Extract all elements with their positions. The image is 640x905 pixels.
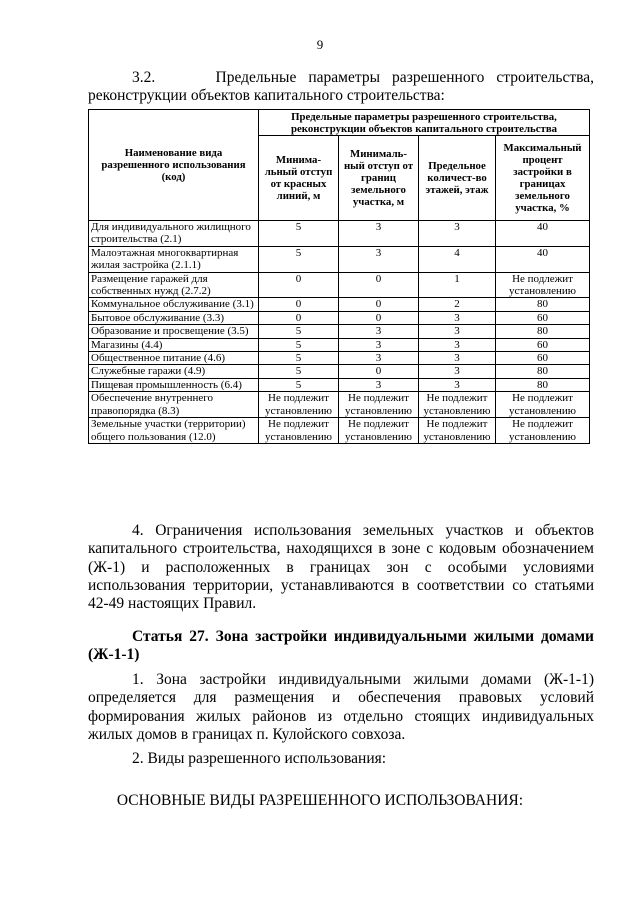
table-row [89, 221, 590, 247]
row-red-line-setback: 0 [259, 298, 339, 311]
row-plot-setback: 0 [339, 365, 419, 378]
row-plot-setback: 3 [339, 221, 419, 247]
row-use-name: Для индивидуального жилищного строительства (2.1) [89, 221, 259, 247]
row-red-line-setback: 5 [259, 338, 339, 351]
table-row [89, 272, 590, 298]
row-red-line-setback: Не подлежит установлению [259, 392, 339, 418]
article-heading-text: Статья 27. Зона застройки индивидуальными жилыми домами (Ж-1-1) [88, 628, 594, 664]
row-red-line-setback: 0 [259, 272, 339, 298]
section-heading-text1: Предельные параметры разрешенного строительства, [215, 69, 594, 86]
row-plot-setback: 0 [339, 311, 419, 324]
row-use-name: Бытовое обслуживание (3.3) [89, 311, 259, 324]
row-use-name: Образование и просвещение (3.5) [89, 325, 259, 338]
table-header-group: Предельные параметры разрешенного строительства, реконструкции объектов капитального строительства [259, 110, 590, 136]
row-floors: 3 [419, 365, 496, 378]
row-plot-setback: 3 [339, 352, 419, 365]
row-red-line-setback: 5 [259, 378, 339, 391]
row-floors: 3 [419, 338, 496, 351]
table-row [89, 378, 590, 391]
row-floors: 3 [419, 325, 496, 338]
parameters-table [88, 109, 590, 444]
row-coverage: 80 [496, 378, 590, 391]
row-red-line-setback: 5 [259, 352, 339, 365]
table-row [89, 392, 590, 418]
row-plot-setback: 3 [339, 378, 419, 391]
row-coverage: 60 [496, 352, 590, 365]
table-row [89, 338, 590, 351]
paragraph-1 [88, 671, 594, 744]
table-row [89, 352, 590, 365]
row-use-name: Малоэтажная многоквартирная жилая застройка (2.1.1) [89, 246, 259, 272]
row-red-line-setback: Не подлежит установлению [259, 418, 339, 444]
table-header-red-lines: Минима-льный отступ от красных линий, м [259, 136, 339, 221]
paragraph-2-text: 2. Виды разрешенного использования: [132, 750, 387, 767]
row-red-line-setback: 5 [259, 221, 339, 247]
row-plot-setback: 3 [339, 338, 419, 351]
row-floors: 3 [419, 311, 496, 324]
row-floors: 3 [419, 352, 496, 365]
row-coverage: 80 [496, 325, 590, 338]
row-use-name: Обеспечение внутреннего правопорядка (8.3) [89, 392, 259, 418]
row-red-line-setback: 5 [259, 325, 339, 338]
row-use-name: Служебные гаражи (4.9) [89, 365, 259, 378]
row-floors: 4 [419, 246, 496, 272]
row-plot-setback: Не подлежит установлению [339, 392, 419, 418]
paragraph-4 [88, 522, 594, 613]
row-floors: Не подлежит установлению [419, 418, 496, 444]
row-floors: 3 [419, 378, 496, 391]
row-red-line-setback: 0 [259, 311, 339, 324]
table-header-coverage: Максимальный процент застройки в границах земельного участка, % [496, 136, 590, 221]
row-coverage: Не подлежит установлению [496, 392, 590, 418]
table-header-plot-boundary: Минималь-ный отступ от границ земельного участка, м [339, 136, 419, 221]
table-row [89, 325, 590, 338]
row-plot-setback: 3 [339, 325, 419, 338]
row-use-name: Пищевая промышленность (6.4) [89, 378, 259, 391]
row-red-line-setback: 5 [259, 246, 339, 272]
table-row [89, 311, 590, 324]
table-row [89, 418, 590, 444]
row-coverage: Не подлежит установлению [496, 418, 590, 444]
table-row [89, 298, 590, 311]
row-red-line-setback: 5 [259, 365, 339, 378]
row-use-name: Магазины (4.4) [89, 338, 259, 351]
page-number: 9 [316, 37, 324, 52]
row-floors: 1 [419, 272, 496, 298]
section-heading-line1 [132, 69, 594, 87]
main-uses-heading: ОСНОВНЫЕ ВИДЫ РАЗРЕШЕННОГО ИСПОЛЬЗОВАНИЯ: [116, 792, 524, 809]
paragraph-4-text: 4. Ограничения использования земельных участков и объектов капитального строительства, находящихся в зоне с кодовым обозначением (Ж-1) и расположенных в границах зон с особыми условиями использования территории, устанавливаются в соответствии со статьями 42-49 настоящих Правил. [88, 522, 594, 613]
article-heading [88, 628, 594, 665]
row-plot-setback: 0 [339, 272, 419, 298]
row-use-name: Земельные участки (территории) общего пользования (12.0) [89, 418, 259, 444]
row-coverage: 80 [496, 298, 590, 311]
row-use-name: Коммунальное обслуживание (3.1) [89, 298, 259, 311]
row-floors: 3 [419, 221, 496, 247]
row-coverage: 60 [496, 338, 590, 351]
table-row [89, 246, 590, 272]
table-header-floors: Предельное количест-во этажей, этаж [419, 136, 496, 221]
row-coverage: 40 [496, 221, 590, 247]
paragraph-2 [88, 750, 594, 768]
table-row [89, 365, 590, 378]
row-coverage: 60 [496, 311, 590, 324]
row-coverage: Не подлежит установлению [496, 272, 590, 298]
row-use-name: Размещение гаражей для собственных нужд (2.7.2) [89, 272, 259, 298]
section-heading-line2: реконструкции объектов капитального строительства: [88, 87, 445, 104]
row-plot-setback: Не подлежит установлению [339, 418, 419, 444]
table-header-name: Наименование вида разрешенного использования (код) [89, 110, 259, 221]
row-coverage: 40 [496, 246, 590, 272]
row-floors: Не подлежит установлению [419, 392, 496, 418]
row-coverage: 80 [496, 365, 590, 378]
row-use-name: Общественное питание (4.6) [89, 352, 259, 365]
section-number: 3.2. [132, 69, 156, 86]
paragraph-1-text: 1. Зона застройки индивидуальными жилыми домами (Ж-1-1) определяется для размещения и обеспечения правовых условий формирования жилых районов из отдельно стоящих индивидуальных жилых домов в границах п. Кулойского совхоза. [88, 671, 594, 743]
row-floors: 2 [419, 298, 496, 311]
row-plot-setback: 3 [339, 246, 419, 272]
row-plot-setback: 0 [339, 298, 419, 311]
